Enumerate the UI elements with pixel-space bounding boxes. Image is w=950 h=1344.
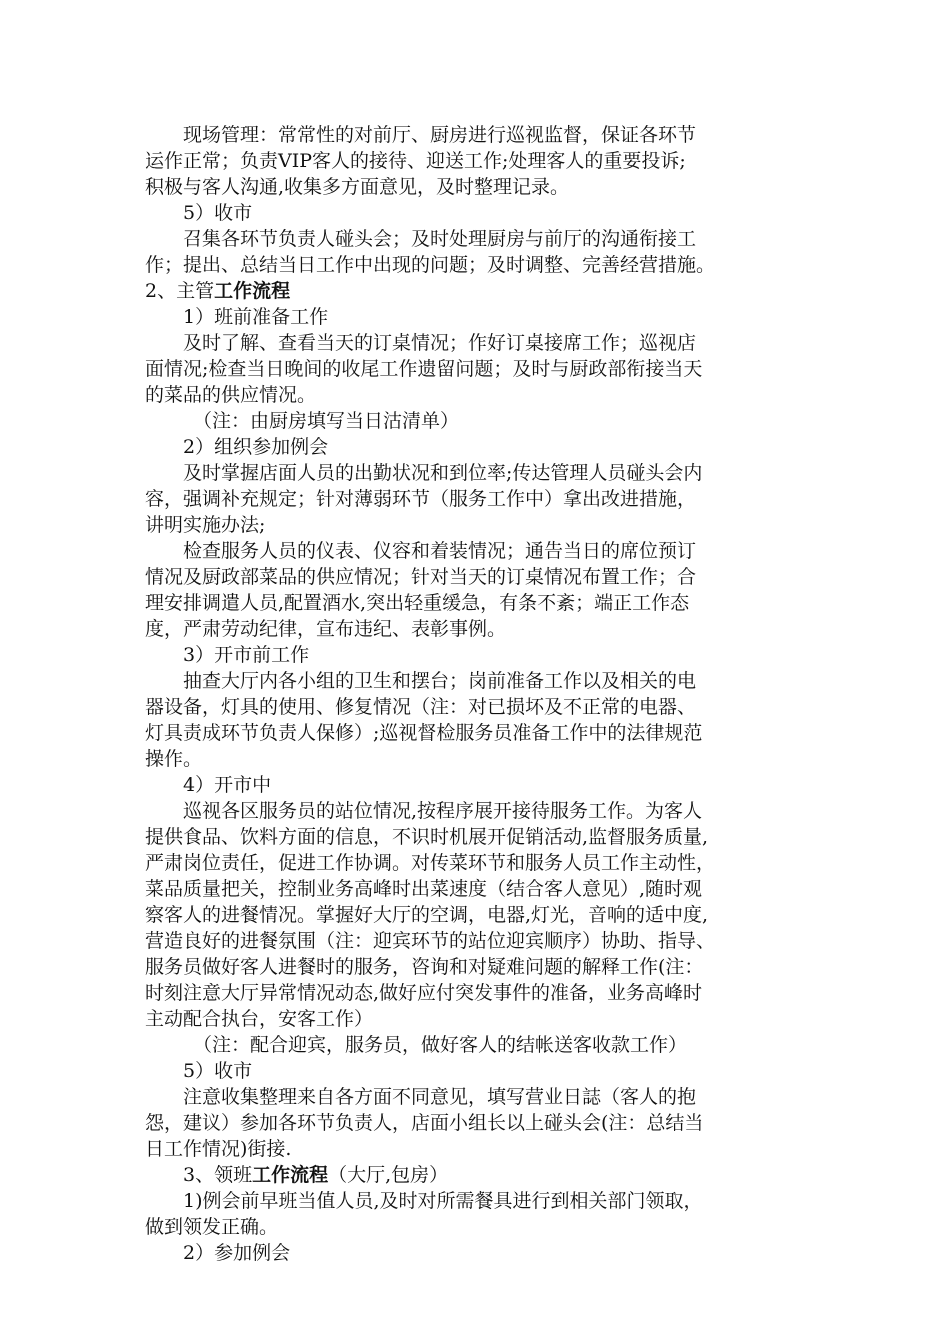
subsection-title: 3）开市前工作 — [183, 644, 310, 666]
document-body — [145, 122, 810, 1266]
paragraph-line: 及时了解、查看当天的订桌情况；作好订桌接席工作；巡视店 — [183, 332, 697, 354]
paragraph-line: 日工作情况)街接. — [145, 1138, 292, 1160]
paragraph-line: 注意收集整理来自各方面不同意见，填写营业日誌（客人的抱 — [183, 1086, 697, 1108]
paragraph-line: 理安排调遣人员,配置酒水,突出轻重缓急，有条不紊；端正工作态 — [145, 592, 690, 614]
section-heading — [145, 1162, 810, 1188]
note-text: （注：由厨房填写当日沽清单） — [193, 410, 460, 432]
paragraph-line: 抽查大厅内各小组的卫生和摆台；岗前准备工作以及相关的电 — [183, 670, 697, 692]
paragraph — [145, 668, 810, 772]
paragraph-line: 的菜品的供应情况。 — [145, 384, 317, 406]
paragraph-line: 讲明实施办法; — [145, 514, 266, 536]
section-heading — [145, 278, 810, 304]
subsection-title: 4）开市中 — [183, 774, 272, 796]
paragraph-line: 主动配合执台，安客工作） — [145, 1008, 374, 1030]
paragraph-line: 怨，建议）参加各环节负责人，店面小组长以上碰头会(注：总结当 — [145, 1112, 704, 1134]
paragraph-line: 召集各环节负责人碰头会；及时处理厨房与前厅的沟通衔接工 — [183, 228, 697, 250]
paragraph-line: 检查服务人员的仪表、仪容和着装情况；通告当日的席位预订 — [183, 540, 697, 562]
paragraph-line: 灯具责成环节负责人保修）;巡视督检服务员准备工作中的法律规范 — [145, 722, 703, 744]
section-heading-bold: 工作流程 — [252, 1164, 329, 1186]
section-heading-bold: 工作流程 — [214, 280, 291, 302]
paragraph — [145, 798, 810, 1032]
paragraph-line: 度，严肃劳动纪律，宣布违纪、表彰事例。 — [145, 618, 507, 640]
paragraph-line: 运作正常；负责VIP客人的接待、迎送工作;处理客人的重要投诉; — [145, 150, 686, 172]
section-heading-suffix: （大厅,包房） — [328, 1164, 449, 1186]
paragraph-line: 1)例会前早班当值人员,及时对所需餐具进行到相关部门领取， — [183, 1190, 703, 1212]
paragraph — [145, 460, 810, 538]
paragraph-line: 做到领发正确。 — [145, 1216, 279, 1238]
paragraph-line: 面情况;检查当日晚间的收尾工作遗留问题；及时与厨政部衔接当天 — [145, 358, 703, 380]
subsection-title: 5）收市 — [183, 202, 253, 224]
paragraph-line: 及时掌握店面人员的出勤状况和到位率;传达管理人员碰头会内 — [183, 462, 703, 484]
paragraph-line: 操作。 — [145, 748, 203, 770]
paragraph-line: 器设备，灯具的使用、修复情况（注：对已损坏及不正常的电器、 — [145, 696, 697, 718]
paragraph-line: 时刻注意大厅异常情况动态,做好应付突发事件的准备，业务高峰时 — [145, 982, 703, 1004]
paragraph-line: 作；提出、总结当日工作中出现的问题；及时调整、完善经营措施。 — [145, 254, 716, 276]
paragraph — [145, 538, 810, 642]
section-heading-prefix: 3、领班 — [183, 1164, 253, 1186]
paragraph — [145, 1084, 810, 1162]
paragraph — [145, 1188, 810, 1240]
paragraph — [145, 122, 810, 200]
paragraph-line: 容，强调补充规定；针对薄弱环节（服务工作中）拿出改进措施， — [145, 488, 697, 510]
paragraph-line: 巡视各区服务员的站位情况,按程序展开接待服务工作。为客人 — [183, 800, 703, 822]
subsection-title: 1）班前准备工作 — [183, 306, 329, 328]
section-heading-prefix: 2、主管 — [145, 280, 215, 302]
paragraph-line: 积极与客人沟通,收集多方面意见，及时整理记录。 — [145, 176, 570, 198]
paragraph — [145, 330, 810, 408]
paragraph-line: 严肃岗位责任，促进工作协调。对传菜环节和服务人员工作主动性， — [145, 852, 716, 874]
subsection-title: 2）参加例会 — [183, 1242, 291, 1264]
paragraph-line: 服务员做好客人进餐时的服务，咨询和对疑难问题的解释工作(注： — [145, 956, 704, 978]
paragraph-line: 察客人的进餐情况。掌握好大厅的空调，电器,灯光，音响的适中度, — [145, 904, 709, 926]
paragraph-line: 营造良好的进餐氛围（注：迎宾环节的站位迎宾顺序）协助、指导、 — [145, 930, 716, 952]
subsection-title: 2）组织参加例会 — [183, 436, 329, 458]
paragraph — [145, 226, 810, 278]
subsection-title: 5）收市 — [183, 1060, 253, 1082]
paragraph-line: 现场管理：常常性的对前厅、厨房进行巡视监督，保证各环节 — [183, 124, 697, 146]
note-text: （注：配合迎宾，服务员，做好客人的结帐送客收款工作） — [193, 1034, 688, 1056]
paragraph-line: 提供食品、饮料方面的信息，不识时机展开促销活动,监督服务质量, — [145, 826, 709, 848]
paragraph-line: 情况及厨政部菜品的供应情况；针对当天的订桌情况布置工作；合 — [145, 566, 697, 588]
paragraph-line: 菜品质量把关，控制业务高峰时出菜速度（结合客人意见）,随时观 — [145, 878, 703, 900]
